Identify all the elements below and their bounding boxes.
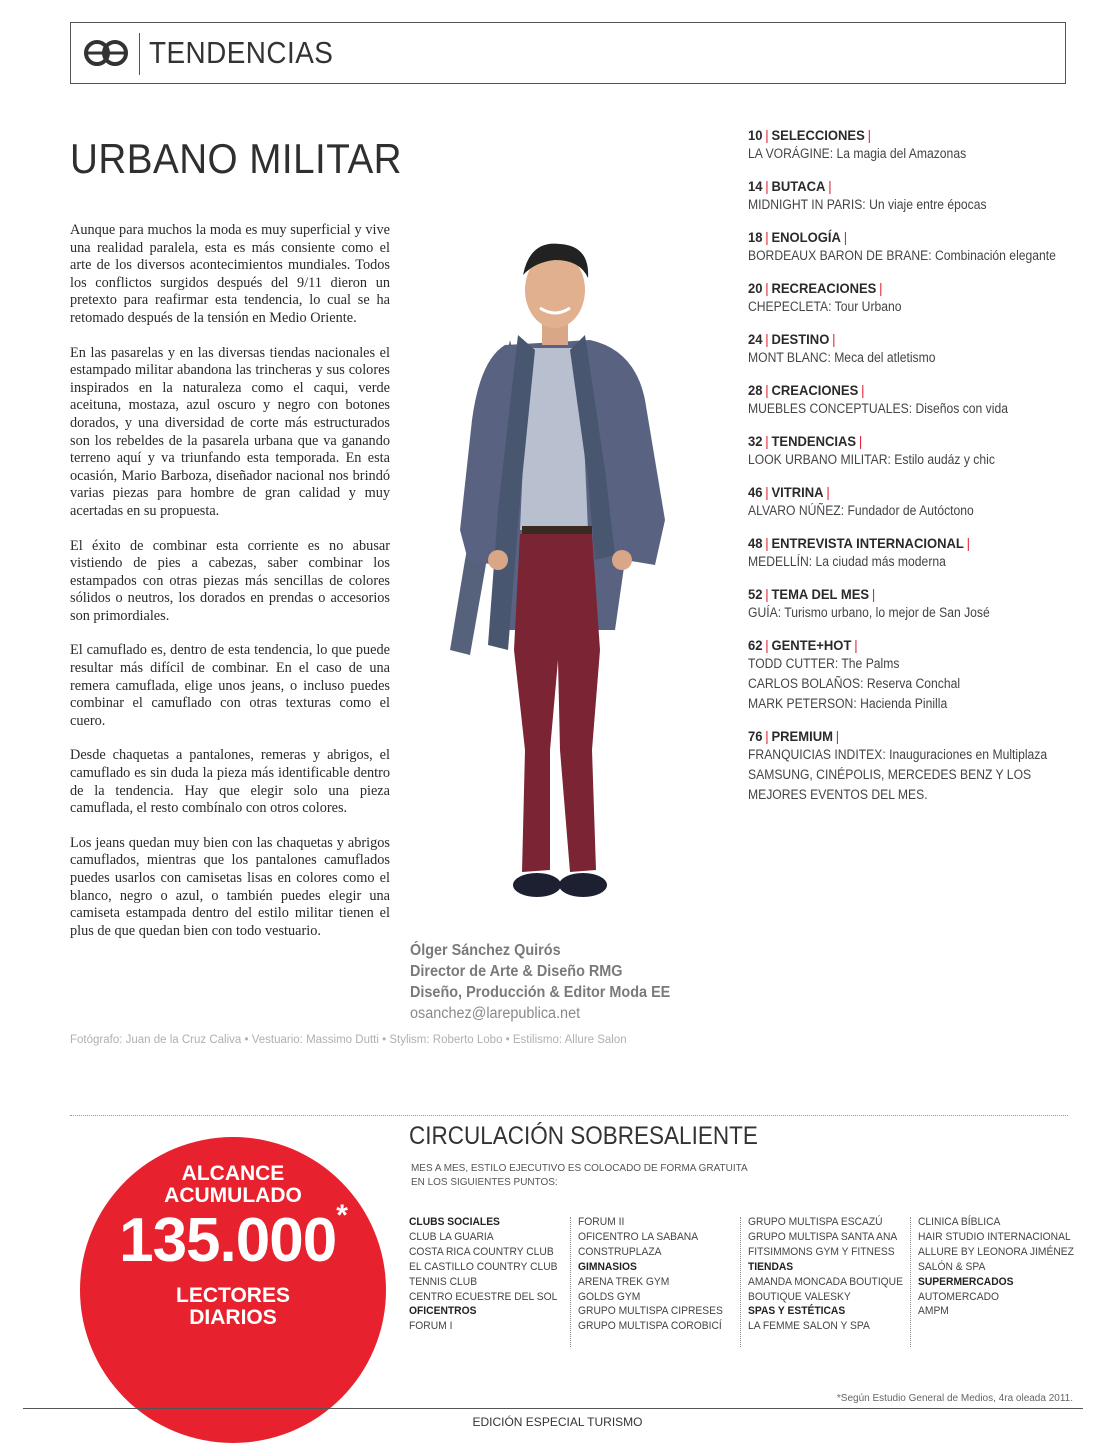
toc-line: [748, 297, 1054, 317]
toc-section: RECREACIONES: [771, 280, 877, 296]
toc-line-label: MEDELLÍN:: [748, 554, 813, 569]
distribution-category: CLUBS SOCIALES: [409, 1216, 500, 1228]
toc-line: [748, 501, 1054, 521]
section-title: TENDENCIAS: [149, 35, 334, 70]
toc-line-label: GUÍA:: [748, 605, 782, 620]
article-paragraph: Aunque para muchos la moda es muy superficial y vive una realidad paralela, esta es más consiente como el arte de los diversos acontecimientos mundiales. Todos los conflictos surgidos después del 9/11 dieron un pretexto para reafirmar esta tendencia, lo cual se ha retomado después de la tensión en Medio Oriente.: [70, 222, 390, 326]
distribution-point: AUTOMERCADO: [918, 1290, 1000, 1303]
toc-page-number: 28: [748, 382, 763, 398]
toc-entry[interactable]: [748, 177, 1088, 215]
toc-line-label: MUEBLES CONCEPTUALES:: [748, 401, 913, 416]
toc-heading: [748, 727, 1064, 745]
distribution-point: SALÓN & SPA: [918, 1260, 986, 1273]
footnote: *Según Estudio General de Medios, 4ra oleada 2011.: [836, 1393, 1073, 1404]
toc-line-label: FRANQUICIAS INDITEX:: [748, 747, 886, 762]
distribution-category: OFICENTROS: [409, 1305, 477, 1318]
column-divider: [910, 1217, 911, 1347]
author-name: Ólger Sánchez Quirós: [410, 942, 561, 959]
distribution-point: FITSIMMONS GYM Y FITNESS: [748, 1245, 895, 1258]
toc-entry[interactable]: [748, 381, 1088, 419]
toc-line-label: BORDEAUX BARON DE BRANE:: [748, 248, 932, 263]
author-email[interactable]: osanchez@larepublica.net: [410, 1005, 581, 1022]
column-divider: [740, 1217, 741, 1347]
toc-line-label: MARK PETERSON:: [748, 696, 857, 711]
toc-line-text: Tour Urbano: [831, 299, 902, 314]
distribution-point: LA FEMME SALON Y SPA: [748, 1320, 870, 1333]
toc-line: [748, 144, 1054, 164]
toc-separator: |: [828, 178, 832, 194]
article-paragraph: Desde chaquetas a pantalones, remeras y abrigos, el camuflado es sin duda la pieza más identificable dentro de la tendencia. Hay que elegir solo una pieza camuflada, el resto combínalo con otros colores.: [70, 747, 390, 817]
toc-separator: |: [765, 127, 769, 143]
distribution-point: BOUTIQUE VALESKY: [748, 1290, 851, 1303]
author-role: Diseño, Producción & Editor Moda EE: [410, 984, 671, 1001]
toc-separator: |: [765, 280, 769, 296]
toc-line-text: Turismo urbano, lo mejor de San José: [781, 605, 990, 620]
distribution-column: [409, 1215, 569, 1334]
article-paragraph: Los jeans quedan muy bien con las chaquetas y abrigos camuflados, mientras que los pantalones camuflados puedes usarlos con camisetas lisas en colores como el blanco, negro o azul, o también puedes elegir una camiseta estampada dentro del estilo militar tienen el plus de que quedan bien con todo vestuario.: [70, 834, 390, 939]
distribution-point: CLINICA BÍBLICA: [918, 1216, 1001, 1228]
article-title: URBANO MILITAR: [70, 135, 403, 182]
toc-page-number: 62: [748, 637, 763, 653]
toc-line-label: TODD CUTTER:: [748, 656, 839, 671]
toc-line: [748, 450, 1054, 470]
toc-separator: |: [854, 637, 858, 653]
toc-separator: |: [966, 535, 971, 551]
toc-separator: |: [867, 127, 871, 143]
toc-entry[interactable]: [748, 585, 1088, 623]
distribution-column: [578, 1215, 738, 1334]
toc-line-label: CHEPECLETA:: [748, 299, 832, 314]
distribution-category: SUPERMERCADOS: [918, 1275, 1014, 1288]
distribution-point: FORUM II: [578, 1216, 625, 1228]
distribution-point: ARENA TREK GYM: [578, 1275, 670, 1288]
toc-line-text: Reserva Conchal: [863, 676, 961, 691]
photo-credit: Fotógrafo: Juan de la Cruz Caliva • Vestuario: Massimo Dutti • Stylism: Roberto Lobo • Estilismo: Allure Salon: [70, 1034, 627, 1046]
toc-line-label: LA VORÁGINE:: [748, 146, 834, 161]
toc-entry[interactable]: [748, 636, 1088, 714]
toc-line: [748, 785, 1054, 805]
toc-separator: |: [765, 331, 769, 347]
toc-separator: |: [858, 433, 863, 449]
toc-line-text: SAMSUNG, CINÉPOLIS, MERCEDES BENZ Y LOS: [748, 767, 1032, 782]
author-role: Director de Arte & Diseño RMG: [410, 963, 623, 980]
distribution-category: TIENDAS: [748, 1260, 794, 1273]
toc-line: [748, 674, 1054, 694]
toc-line-text: MEJORES EVENTOS DEL MES.: [748, 787, 928, 802]
author-credit: [410, 940, 670, 1024]
toc-line-text: La magia del Amazonas: [833, 146, 967, 161]
toc-line-text: Un viaje entre épocas: [865, 197, 987, 212]
toc-section: ENOLOGÍA: [771, 229, 841, 245]
distribution-point: ALLURE BY LEONORA JIMÉNEZ: [918, 1245, 1074, 1258]
toc-line-text: The Palms: [838, 656, 900, 671]
column-divider: [570, 1217, 571, 1347]
toc-section: VITRINA: [771, 484, 824, 500]
distribution-point: EL CASTILLO COUNTRY CLUB: [409, 1260, 558, 1273]
toc-separator: |: [765, 229, 769, 245]
distribution-point: AMPM: [918, 1305, 949, 1318]
toc-separator: |: [765, 484, 769, 500]
badge-footer-line: LECTORES: [176, 1284, 290, 1307]
toc-separator: |: [765, 728, 769, 744]
toc-separator: |: [879, 280, 883, 296]
toc-separator: |: [765, 586, 769, 602]
toc-separator: |: [765, 637, 769, 653]
distribution-point: CLUB LA GUARIA: [409, 1230, 494, 1243]
circulation-subtitle-line: EN LOS SIGUIENTES PUNTOS:: [411, 1176, 558, 1188]
badge-heading-line: ACUMULADO: [164, 1184, 302, 1207]
toc-section: ENTREVISTA INTERNACIONAL: [771, 535, 964, 551]
distribution-point: GOLDS GYM: [578, 1290, 641, 1303]
toc-section: DESTINO: [771, 331, 830, 347]
toc-heading: [748, 483, 1064, 501]
toc-line-text: Fundador de Autóctono: [844, 503, 974, 518]
toc-line-text: Combinación elegante: [931, 248, 1056, 263]
toc-heading: [748, 432, 1064, 450]
toc-entry[interactable]: [748, 727, 1088, 805]
toc-separator: |: [861, 382, 865, 398]
toc-page-number: 46: [748, 484, 763, 500]
toc-line-text: Inauguraciones en Multiplaza: [885, 747, 1048, 762]
distribution-column: [748, 1215, 908, 1334]
toc-line-label: MONT BLANC:: [748, 350, 831, 365]
toc-entry[interactable]: [748, 534, 1088, 572]
toc-page-number: 24: [748, 331, 763, 347]
toc-line-text: Diseños con vida: [912, 401, 1008, 416]
toc-section: CREACIONES: [771, 382, 859, 398]
distribution-point: OFICENTRO LA SABANA: [578, 1230, 699, 1243]
model-photo: [410, 230, 695, 930]
toc-line-label: LOOK URBANO MILITAR:: [748, 452, 891, 467]
distribution-point: GRUPO MULTISPA ESCAZÚ: [748, 1216, 883, 1228]
article-body: [70, 222, 390, 957]
toc-section: BUTACA: [771, 178, 826, 194]
toc-heading: [748, 177, 1064, 195]
toc-entry[interactable]: [748, 279, 1088, 317]
toc-line-label: MIDNIGHT IN PARIS:: [748, 197, 866, 212]
toc-page-number: 76: [748, 728, 763, 744]
distribution-point: FORUM I: [409, 1320, 453, 1333]
toc-line: [748, 195, 1054, 215]
toc-separator: |: [835, 728, 840, 744]
article-paragraph: El éxito de combinar esta corriente es no abusar vistiendo de pies a cabezas, saber combinar los estampados con otras piezas más sencillas de colores sólidos o neutros, los dorados en prendas o accesorios son primordiales.: [70, 537, 390, 624]
toc-page-number: 14: [748, 178, 763, 194]
readership-badge: [80, 1137, 386, 1443]
toc-page-number: 32: [748, 433, 763, 449]
toc-line: [748, 694, 1054, 714]
toc-section: PREMIUM: [771, 728, 833, 744]
toc-line: [748, 348, 1054, 368]
toc-page-number: 20: [748, 280, 763, 296]
section-header: [70, 22, 1066, 84]
toc-heading: [748, 381, 1064, 399]
toc-entry[interactable]: [748, 483, 1088, 521]
toc-line-text: La ciudad más moderna: [812, 554, 946, 569]
toc-separator: |: [765, 178, 769, 194]
distribution-point: COSTA RICA COUNTRY CLUB: [409, 1245, 554, 1258]
toc-page-number: 52: [748, 586, 763, 602]
toc-line: [748, 552, 1054, 572]
toc-line: [748, 603, 1054, 623]
badge-number-value: 135.000: [119, 1206, 337, 1275]
toc-line: [748, 246, 1054, 266]
badge-heading-line: ALCANCE: [181, 1162, 285, 1185]
toc-page-number: 10: [748, 127, 763, 143]
toc-line-label: ALVARO NÚÑEZ:: [748, 503, 845, 518]
toc-separator: |: [871, 586, 876, 602]
article-paragraph: El camuflado es, dentro de esta tendencia, lo que puede resultar más difícil de combinar. En el caso de una remera camuflada, elige unos jeans, o incluso puedes combinar el camuflado con otras texturas como el cuero.: [70, 642, 390, 729]
toc-page-number: 48: [748, 535, 763, 551]
badge-footer: [80, 1285, 386, 1329]
toc-entry[interactable]: [748, 432, 1088, 470]
toc-line: [748, 765, 1054, 785]
badge-number: [80, 1199, 386, 1276]
toc-heading: [748, 330, 1064, 348]
section-divider: [70, 1115, 1068, 1116]
toc-separator: |: [843, 229, 848, 245]
badge-footer-line: DIARIOS: [189, 1306, 277, 1329]
toc-section: TENDENCIAS: [771, 433, 857, 449]
toc-line: [748, 399, 1054, 419]
circulation-subtitle-line: MES A MES, ESTILO EJECUTIVO ES COLOCADO DE FORMA GRATUITA: [411, 1162, 748, 1174]
toc-heading: [748, 636, 1064, 654]
toc-section: SELECCIONES: [771, 127, 865, 143]
toc-line-text: Estilo audáz y chic: [890, 452, 995, 467]
toc-section: TEMA DEL MES: [771, 586, 870, 602]
distribution-point: GRUPO MULTISPA COROBICÍ: [578, 1320, 722, 1333]
toc-line-text: Hacienda Pinilla: [856, 696, 948, 711]
toc-separator: |: [765, 535, 769, 551]
distribution-point: GRUPO MULTISPA SANTA ANA: [748, 1230, 898, 1243]
toc-heading: [748, 534, 1064, 552]
distribution-point: GRUPO MULTISPA CIPRESES: [578, 1305, 723, 1318]
badge-asterisk: *: [336, 1199, 347, 1232]
toc-heading: [748, 228, 1064, 246]
distribution-point: HAIR STUDIO INTERNACIONAL: [918, 1230, 1071, 1243]
toc-separator: |: [832, 331, 836, 347]
distribution-column: [918, 1215, 1078, 1319]
toc-heading: [748, 126, 1064, 144]
toc-heading: [748, 279, 1064, 297]
toc-line-label: CARLOS BOLAÑOS:: [748, 676, 864, 691]
toc-entry[interactable]: [748, 330, 1088, 368]
toc-line: [748, 654, 1054, 674]
toc-separator: |: [765, 382, 769, 398]
toc-line-text: Meca del atletismo: [830, 350, 936, 365]
article-paragraph: En las pasarelas y en las diversas tiendas nacionales el estampado militar abandona las trincheras y sus colores inspirados en la naturaleza como el caqui, verde aceituna, mostaza, azul oscuro y negro con botones dorados, y una diversidad de corte más estructurados son los rebeldes de la pasarela urbana que va ganando terreno aquí y va triunfando esta temporada. En esta ocasión, Mario Barboza, diseñador nacional nos brindó varias piezas para hombre de gran calidad y muy acertadas en su propuesta.: [70, 344, 390, 519]
toc-separator: |: [826, 484, 830, 500]
toc-separator: |: [765, 433, 769, 449]
toc-entry[interactable]: [748, 228, 1088, 266]
toc-line: [748, 745, 1054, 765]
toc-entry[interactable]: [748, 126, 1088, 164]
toc-heading: [748, 585, 1064, 603]
header-divider: [139, 33, 140, 75]
table-of-contents: [748, 126, 1088, 818]
distribution-point: AMANDA MONCADA BOUTIQUE: [748, 1275, 903, 1288]
edition-label: EDICIÓN ESPECIAL TURISMO: [472, 1415, 643, 1429]
circulation-title: CIRCULACIÓN SOBRESALIENTE: [409, 1122, 758, 1150]
distribution-point: CENTRO ECUESTRE DEL SOL: [409, 1290, 558, 1303]
distribution-category: GIMNASIOS: [578, 1260, 637, 1273]
toc-page-number: 18: [748, 229, 763, 245]
distribution-point: CONSTRUPLAZA: [578, 1245, 662, 1258]
magazine-logo-icon: [81, 35, 133, 71]
footer-rule: [23, 1408, 1083, 1409]
toc-section: GENTE+HOT: [771, 637, 852, 653]
distribution-category: SPAS Y ESTÉTICAS: [748, 1305, 846, 1318]
distribution-point: TENNIS CLUB: [409, 1275, 478, 1288]
circulation-subtitle: [411, 1161, 748, 1189]
